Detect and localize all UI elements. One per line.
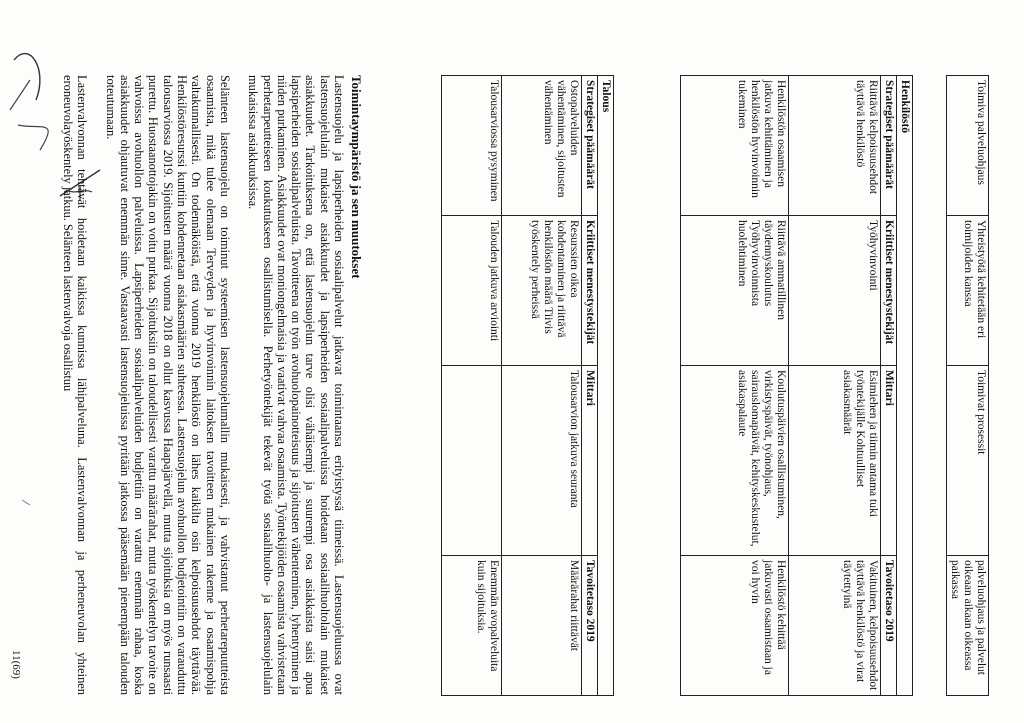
henkilosto-header: Tavoitetaso 2019: [881, 556, 897, 696]
table-cell: Vakituinen, kelpoisuusehdot täyttävä henkilöstö ja virat täytettyinä: [789, 556, 881, 696]
section-title: Toimintaympäristö ja sen muutokset: [349, 75, 364, 279]
talous-section-title: Talous: [598, 76, 614, 696]
paragraph: Lastensuojelu ja lapsiperheiden sosiaalipalvelut jatkavat toimintaansa erityistyssä tiimeissä. Lastensuojeluussa ovat lastensuojelulain mukaiset asiakkuudet ja lapsiperheiden sosiaalipalveluissa hoidetaan sosiaalihuoltolain mukaiset asiakkuudet. Tarkoituksena on, että lastensuojelun tarve olisi vähäisempi ja suurempi osa asiakkaista saisi apua lapsiperheiden sosiaalipalveluista. Tavoitteena on työn avohuolopainotteisuus ja sijoitusten vähenteminen, lyhentyminen ja niiden purkaminen. Asiakkuudet ovat moniongelmaisia ja vaativat vahvaa osaamista. Työntekijöiden osaamista vahvistetaan perhetarpeutteiseen koukutukseen osallistumisella. Perhetyöntekijät tekevät työtä sosiaalihuolto- ja lastensuojelulain mukaisissa asiakkuuksissa.: [246, 75, 346, 695]
henkilosto-header: Mittari: [881, 366, 897, 556]
table-cell: Ostopalveluiden vähentäminen, sijoitusten vähentäminen: [502, 76, 582, 216]
top-cell-4: palveluohjaus ja palvelut oikeaan aikaan oikeassa paikassa: [947, 556, 989, 696]
henkilosto-section-title: Henkilöstö: [897, 76, 913, 696]
paragraph: Lastenvalvonnan tehtävät hoidetaan kaikissa kunnissa lähipalveluna. Lastenvalvonnan ja perheneuvolan yhteinen eroneuvolayöskentely jatkuu. Selänteen lastenvalvoja osallistuu: [60, 75, 90, 695]
talous-header: Mittari: [582, 366, 598, 556]
table-cell: Riittävä ammatillinen täydennyskoulutus Työhyvinvoinnista huolehtiminen: [681, 216, 789, 366]
top-cell-2: Yhteistyötä kehitetään eri toimijoiden kanssa: [947, 216, 989, 366]
table-cell: Talouden jatkuva arviointi: [442, 216, 502, 366]
body-text: [61, 75, 364, 695]
table-cell: Enemmän avopalveluita kuin sijoituksia.: [442, 556, 502, 696]
henkilosto-header: Kriittiset menestystekijät: [881, 216, 897, 366]
table-cell: Koulutuspäivien osallistuminen, virkistyspäivät, työnohjaus, sairauslomapäivät, kehityskeskustelut, asiakaspalaute: [681, 366, 789, 556]
talous-header: Kriittiset menestystekijät: [582, 216, 598, 366]
table-cell: Talousarviossa pysyminen: [442, 76, 502, 216]
henkilosto-table: [680, 75, 913, 696]
table-cell: Riittävä kelpoisuusehdot täyttävä henkilöstö: [789, 76, 881, 216]
talous-table: [441, 75, 614, 696]
table-cell: Määrärahat riittävät: [502, 556, 582, 696]
henkilosto-header: Strategiset päämäärät: [881, 76, 897, 216]
top-cell-1: Toimiva palveluohjaus: [947, 76, 989, 216]
table-cell: Henkilöstön osaamisen jatkuva kehittäminen ja henkilöstön hyvinvoinnin tukeminen: [681, 76, 789, 216]
page-number: 11(69): [10, 650, 22, 679]
table-cell: Resurssien oikea kohdentaminen ja riittävä henkilöstön määrä Tiivis työskentely perheissä: [502, 216, 582, 366]
table-cell: [442, 366, 502, 556]
table-cell: Esimiehen ja tiimin antama tuki työntekijälle Kohtuulliset asiakasmäärät: [789, 366, 881, 556]
talous-header: Tavoitetaso 2019: [582, 556, 598, 696]
top-cell-3: Toimivat prosessit: [947, 366, 989, 556]
top-table: [946, 75, 989, 696]
talous-header: Strategiset päämäärät: [582, 76, 598, 216]
table-cell: Talousarvion jatkuva seuranta: [502, 366, 582, 556]
table-cell: Henkilöstö kehittää jatkuvasti osaamistaan ja voi hyvin: [681, 556, 789, 696]
table-cell: Työhyvinvointi: [789, 216, 881, 366]
paragraph: Selänteen lastensuojelu on toiminut systeemisen lastensuojelumallin mukaisesti, ja vahvistanut perhetarepuutteista osaamista, mikä tulee olemaan Terveyden ja hyvinvoinnin laitoksen tavoitteen mukainen rakenne ja osaamispohja valtakunnallisesti. On todennäköistä, että vuonna 2019 henkilöstö on lähes kaikilta osin kelpoisuusehdot täyttävää. Henkilöstöresurssi kuntiin kohdennetaan asiakasmäärien suhteessa. Lastensuojelun avohuollon budjetointiin on varauduttu talousarviossa 2019. Sijoitusten määrä vuonna 2018 on ollut kasvussa Haapajärvellä, mutta sijoituksia on myös runsaasti purettu. Huostaanottojakin on voitu purkaa. Sijoituksiin on taloudellisesti varattu määrärahat, mutta työskentelyn tavoite on vahvoissa avohuollon palveluissa. Lapsiperheiden sosiaalipalveluiden budjettiin on varattu enemmän rahaa, koska asiakkuudet ohjautuvat enemmän sinne. Vastaavasti lastensuojeluissa pyritään jatkossa pääsemään pienempään talouden toteutumaan.: [103, 75, 232, 695]
